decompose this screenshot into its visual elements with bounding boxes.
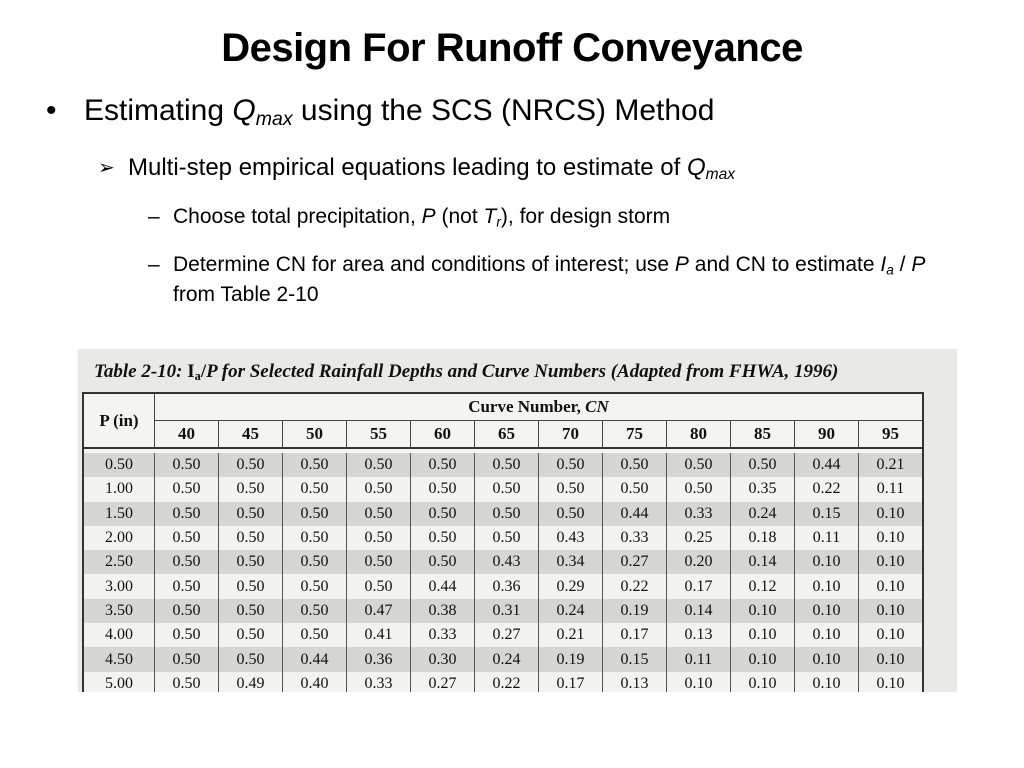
table-row [83,623,923,647]
ia-p-cell: 0.50 [411,550,475,574]
ia-p-cell: 0.10 [795,647,859,671]
bullet-text: Estimating $Q_{max}$ using the SCS (NRCS) Method [84,94,715,130]
ia-p-cell: 0.50 [219,502,283,526]
ia-p-cell: 0.50 [347,526,411,550]
cn-header-70: 70 [539,421,603,449]
table-row [83,526,923,550]
ia-p-cell: 0.50 [219,574,283,598]
ia-p-cell: 0.50 [539,453,603,477]
ia-p-cell: 0.20 [667,550,731,574]
ia-p-cell: 0.50 [155,623,219,647]
ia-p-cell: 0.35 [731,477,795,501]
ia-p-cell: 0.50 [347,574,411,598]
p-value-cell: 1.00 [83,477,155,501]
ia-p-cell: 0.19 [603,599,667,623]
ia-p-cell: 0.22 [603,574,667,598]
ia-p-cell: 0.33 [411,623,475,647]
table-row [83,502,923,526]
dash-bullet-icon: – [148,205,160,228]
ia-p-cell: 0.33 [347,672,411,692]
ia-p-cell: 0.50 [731,453,795,477]
ia-p-cell: 0.21 [859,453,924,477]
ia-p-cell: 0.10 [731,623,795,647]
ia-p-cell: 0.10 [859,647,924,671]
ia-p-cell: 0.50 [283,526,347,550]
p-value-cell: 4.00 [83,623,155,647]
ia-p-cell: 0.50 [219,477,283,501]
ia-p-cell: 0.44 [603,502,667,526]
cn-header-row [83,421,923,449]
ia-p-cell: 0.50 [155,526,219,550]
ia-p-cell: 0.50 [283,599,347,623]
ia-p-cell: 0.50 [283,550,347,574]
ia-p-cell: 0.10 [795,550,859,574]
ia-p-cell: 0.10 [795,623,859,647]
ia-p-cell: 0.50 [475,477,539,501]
ia-p-cell: 0.50 [155,550,219,574]
ia-p-cell: 0.10 [795,672,859,692]
p-value-cell: 5.00 [83,672,155,692]
ia-p-table [82,392,924,692]
ia-p-cell: 0.22 [795,477,859,501]
ia-p-cell: 0.44 [283,647,347,671]
ia-p-cell: 0.50 [155,502,219,526]
ia-p-cell: 0.10 [859,574,924,598]
ia-p-cell: 0.43 [539,526,603,550]
cn-header-80: 80 [667,421,731,449]
ia-p-cell: 0.25 [667,526,731,550]
bullet-text: Determine CN for area and conditions of interest; use P and CN to estimate $I_a$ / P from Table 2-10 [173,253,926,306]
ia-p-cell: 0.13 [667,623,731,647]
table-row [83,477,923,501]
ia-p-cell: 0.10 [859,599,924,623]
ia-p-cell: 0.44 [795,453,859,477]
ia-p-cell: 0.47 [347,599,411,623]
table-row [83,550,923,574]
ia-p-cell: 0.50 [347,477,411,501]
ia-p-cell: 0.10 [859,550,924,574]
ia-p-cell: 0.50 [411,477,475,501]
ia-p-cell: 0.50 [219,623,283,647]
ia-p-cell: 0.50 [155,477,219,501]
cn-header-45: 45 [219,421,283,449]
p-column-header: P (in) [83,393,155,448]
p-value-cell: 3.00 [83,574,155,598]
ia-p-cell: 0.50 [219,599,283,623]
ia-p-cell: 0.18 [731,526,795,550]
cn-header-85: 85 [731,421,795,449]
cn-header-95: 95 [859,421,924,449]
ia-p-cell: 0.10 [731,672,795,692]
p-value-cell: 0.50 [83,453,155,477]
ia-p-cell: 0.15 [603,647,667,671]
ia-p-cell: 0.50 [667,477,731,501]
ia-p-cell: 0.50 [155,453,219,477]
bullet-text: Choose total precipitation, P (not $T_r$), for design storm [173,205,671,230]
ia-p-cell: 0.50 [603,453,667,477]
cn-header-90: 90 [795,421,859,449]
cn-header-65: 65 [475,421,539,449]
ia-p-cell: 0.24 [539,599,603,623]
ia-p-cell: 0.10 [795,574,859,598]
ia-p-cell: 0.40 [283,672,347,692]
ia-p-cell: 0.50 [347,453,411,477]
ia-p-cell: 0.11 [667,647,731,671]
ia-p-cell: 0.50 [539,477,603,501]
p-value-cell: 2.00 [83,526,155,550]
ia-p-cell: 0.24 [475,647,539,671]
ia-p-cell: 0.27 [475,623,539,647]
p-value-cell: 1.50 [83,502,155,526]
ia-p-cell: 0.50 [155,672,219,692]
ia-p-cell: 0.36 [475,574,539,598]
arrow-bullet-icon: ➢ [98,157,115,179]
ia-p-cell: 0.50 [219,453,283,477]
ia-p-cell: 0.24 [731,502,795,526]
ia-p-cell: 0.14 [667,599,731,623]
table-row [83,647,923,671]
bullet-dot-icon: • [46,94,57,127]
ia-p-cell: 0.22 [475,672,539,692]
ia-p-cell: 0.17 [539,672,603,692]
ia-p-cell: 0.50 [155,647,219,671]
ia-p-cell: 0.10 [859,526,924,550]
table-row [83,672,923,692]
ia-p-cell: 0.10 [731,647,795,671]
ia-p-cell: 0.50 [539,502,603,526]
cn-header-40: 40 [155,421,219,449]
cn-header-50: 50 [283,421,347,449]
ia-p-cell: 0.17 [667,574,731,598]
ia-p-cell: 0.27 [603,550,667,574]
ia-p-cell: 0.50 [283,477,347,501]
ia-p-cell: 0.33 [667,502,731,526]
ia-p-cell: 0.41 [347,623,411,647]
table-row [83,574,923,598]
ia-p-cell: 0.50 [667,453,731,477]
ia-p-cell: 0.14 [731,550,795,574]
ia-p-cell: 0.10 [667,672,731,692]
curve-number-group-header: Curve Number, CN [155,393,924,421]
ia-p-cell: 0.21 [539,623,603,647]
cn-header-60: 60 [411,421,475,449]
ia-p-cell: 0.17 [603,623,667,647]
ia-p-cell: 0.50 [219,647,283,671]
ia-p-cell: 0.50 [283,574,347,598]
ia-p-cell: 0.50 [603,477,667,501]
ia-p-cell: 0.50 [219,526,283,550]
ia-p-cell: 0.13 [603,672,667,692]
ia-p-cell: 0.27 [411,672,475,692]
ia-p-cell: 0.50 [155,574,219,598]
ia-p-cell: 0.50 [411,453,475,477]
table-figure [78,349,957,692]
ia-p-cell: 0.33 [603,526,667,550]
ia-p-cell: 0.10 [859,623,924,647]
ia-p-cell: 0.50 [475,526,539,550]
ia-p-cell: 0.10 [731,599,795,623]
cn-header-55: 55 [347,421,411,449]
ia-p-cell: 0.12 [731,574,795,598]
ia-p-cell: 0.29 [539,574,603,598]
table-caption: Table 2-10: $I_a/P$ for Selected Rainfall Depths and Curve Numbers (Adapted from FHWA, 1996) [94,361,839,384]
ia-p-cell: 0.34 [539,550,603,574]
slide-title: Design For Runoff Conveyance [221,26,803,70]
cn-header-75: 75 [603,421,667,449]
ia-p-cell: 0.50 [283,623,347,647]
ia-p-cell: 0.50 [347,550,411,574]
ia-p-cell: 0.49 [219,672,283,692]
ia-p-cell: 0.19 [539,647,603,671]
table-header-row [83,393,923,421]
ia-p-cell: 0.44 [411,574,475,598]
ia-p-cell: 0.10 [859,672,924,692]
ia-p-cell: 0.31 [475,599,539,623]
ia-p-cell: 0.50 [411,526,475,550]
ia-p-cell: 0.50 [283,453,347,477]
ia-p-cell: 0.11 [795,526,859,550]
ia-p-cell: 0.43 [475,550,539,574]
ia-p-cell: 0.30 [411,647,475,671]
ia-p-cell: 0.50 [347,502,411,526]
ia-p-cell: 0.10 [859,502,924,526]
ia-p-cell: 0.50 [219,550,283,574]
ia-p-cell: 0.50 [411,502,475,526]
ia-p-cell: 0.50 [283,502,347,526]
ia-p-cell: 0.11 [859,477,924,501]
table-row [83,599,923,623]
p-value-cell: 4.50 [83,647,155,671]
dash-bullet-icon: – [148,253,160,276]
ia-p-cell: 0.38 [411,599,475,623]
ia-p-cell: 0.10 [795,599,859,623]
bullet-text: Multi-step empirical equations leading to estimate of $Q_{max}$ [128,154,736,183]
table-row [83,453,923,477]
ia-p-cell: 0.50 [475,453,539,477]
ia-p-cell: 0.50 [155,599,219,623]
p-value-cell: 3.50 [83,599,155,623]
p-value-cell: 2.50 [83,550,155,574]
ia-p-cell: 0.15 [795,502,859,526]
ia-p-cell: 0.36 [347,647,411,671]
ia-p-cell: 0.50 [475,502,539,526]
